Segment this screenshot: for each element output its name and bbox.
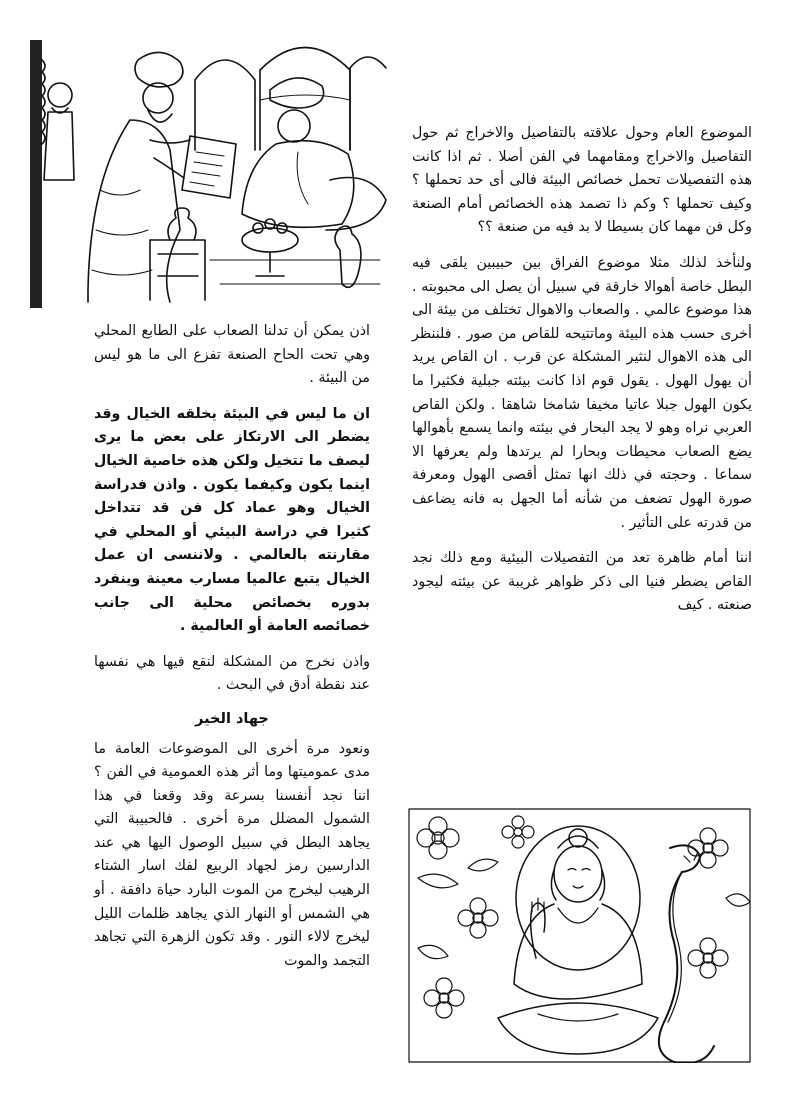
right-text-column bbox=[412, 122, 752, 618]
paragraph: الموضوع العام وحول علاقته بالتفاصيل والاخراج ثم حول التفاصيل والاخراج ومقامهما في الفن أصلا . ثم اذا كانت هذه التفصيلات تحمل خصائص البيئة فالى أى حد تحملها ؟ وكيف تحملها ؟ وكم ذا تصمد هذه الخصائص أمام الصنعة وكل فن مهما كان بسيطا لا بد فيه من صنعة ؟؟ bbox=[412, 125, 752, 236]
bold-paragraph: ان ما ليس في البيئة يخلقه الخيال وقد يضطر الى الارتكاز على بعض ما يرى ليصف ما تتخيل ولكن هذه خاصية الخيال اينما يكون وكيفما يكون . واذن فدراسة الخيال وهو عماد كل فن قد تتداخل كثيرا في دراسة البيئي أو المحلي في مقارنته بالعالمي . ولاننسى ان عمل الخيال يتبع عالميا مسارب معينة وينفرد بدوره بخصائص محلية الى جانب خصائصه العامة أو العالمية . bbox=[94, 405, 370, 635]
illustration-scribe-and-seated-man bbox=[30, 40, 387, 308]
paragraph: اننا أمام ظاهرة تعد من التفصيلات البيئية ومع ذلك نجد القاص يضطر فنيا الى ذكر ظواهر غريبة عن بيئته ليجود صنعته . كيف bbox=[412, 550, 752, 614]
left-text-column bbox=[94, 320, 370, 973]
paragraph: ولنأخذ لذلك مثلا موضوع الفراق بين حبيبين يلقى فيه البطل خاصة أهوالا خارقة في سبيل أن يصل الى محبوبته . هذا موضوع عالمي . والصعاب والاهوال تختلف من بيئة الى أخرى حسب هذه البيئة وماتتيحه للقاص من صور . فلننظر الى هذه الاهوال لنثير المشكلة عن قرب . ان القاص يريد أن يهول الهول . يقول قوم اذا كانت بيئته جبلية فكثيرا ما يكون الهول جبلا عاتيا مخيفا شامخا شاهقا . ولكن القاص العربي نراه وهو لا يجد البحار في بيئته وانما يسمع بأهوالها يضع الصعاب محيطات وبحارا لم يرتدها ولم يعرفها الا سماعا . وحجته في ذلك انها تمثل أقصى الهول ومعرفة صورة الهول تضعف من شأنه أما الجهل به فانه يضاعف من قدرته على التأثير . bbox=[412, 254, 752, 531]
paragraph: ونعود مرة أخرى الى الموضوعات العامة ما مدى عموميتها وما أثر هذه العمومية في الفن ؟ اننا نجد أنفسنا بسرعة وقد وقعنا في هذا الشمول المضلل مرة أخرى . فالحبيبة التي يجاهد البطل في سبيل الوصول اليها هي عند الدارسين رمز لجهاد الربيع لفك اسار الشتاء الرهيب ليخرج من الموت البارد حياة دافقة . أو هي الشمس أو النهار الذي يجاهد ظلمات الليل ليخرج لالاء النور . وقد تكون الزهرة التي تجاهد التجمد والموت bbox=[94, 740, 370, 969]
section-heading: جهاد الخير bbox=[195, 710, 269, 727]
illustration-seated-buddha bbox=[408, 808, 751, 1063]
paragraph: واذن نخرج من المشكلة لنقع فيها هي نفسها عند نقطة أدق في البحث . bbox=[94, 653, 370, 694]
paragraph: اذن يمكن أن تدلنا الصعاب على الطابع المحلي وهي تحت الحاح الصنعة تفزع الى ما هو ليس من البيئة . bbox=[94, 323, 370, 387]
